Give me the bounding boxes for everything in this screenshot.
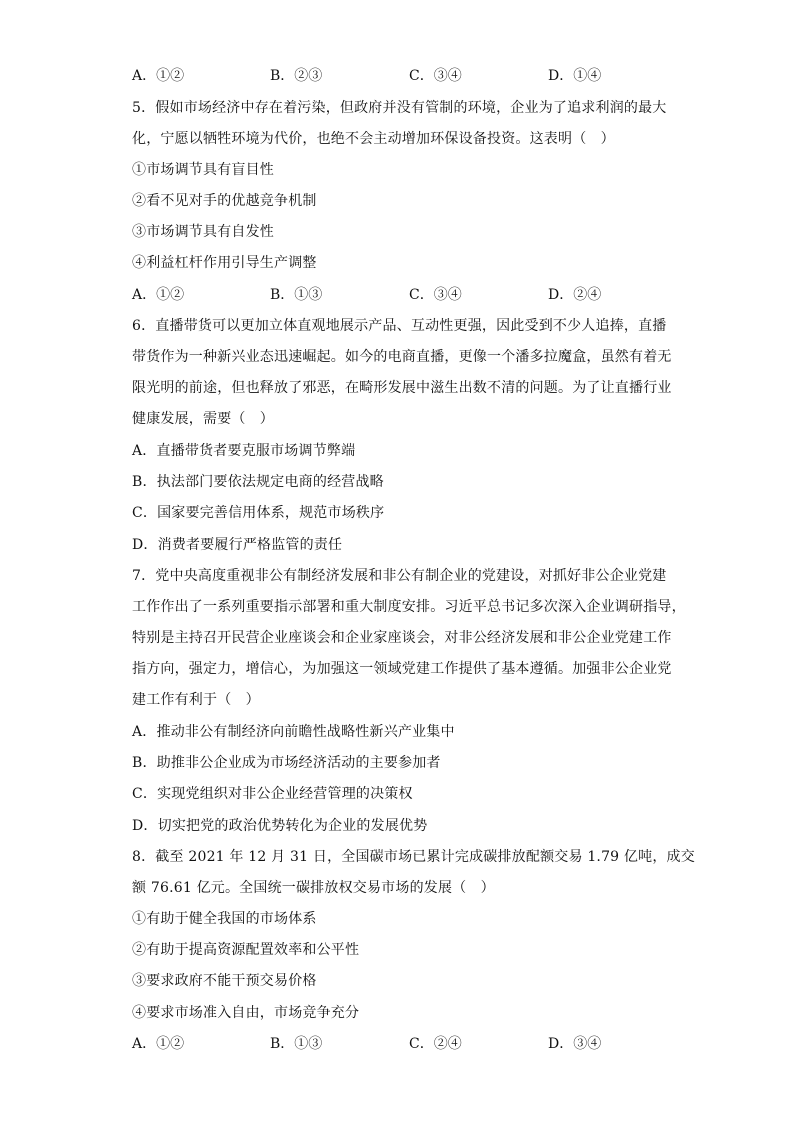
q8-option-b[interactable]: B．①③	[270, 1036, 323, 1052]
q8-item-2: ②有助于提高资源配置效率和公平性	[132, 942, 360, 958]
q8-stem-line-2: 额 76.61 亿元。全国统一碳排放权交易市场的发展（ ）	[132, 880, 495, 896]
q5-item-4: ④利益杠杆作用引导生产调整	[132, 255, 317, 271]
q5-item-1: ①市场调节具有盲目性	[132, 162, 274, 178]
q4-option-a[interactable]: A．①②	[132, 68, 185, 84]
q4-option-c[interactable]: C．③④	[409, 68, 462, 84]
q7-option-c[interactable]: C．实现党组织对非公企业经营管理的决策权	[132, 786, 413, 802]
q5-option-b[interactable]: B．①③	[270, 287, 323, 303]
q8-stem-line-1: 8．截至 2021 年 12 月 31 日，全国碳市场已累计完成碳排放配额交易 1.79 亿吨，成交	[132, 849, 695, 865]
q7-stem-line-5: 建工作有利于（ ）	[132, 692, 260, 708]
q4-options	[132, 66, 652, 86]
q4-option-b[interactable]: B．②③	[270, 68, 323, 84]
q8-option-d[interactable]: D．③④	[548, 1036, 602, 1052]
q6-option-c[interactable]: C．国家要完善信用体系，规范市场秩序	[132, 505, 385, 521]
q7-stem-line-1: 7．党中央高度重视非公有制经济发展和非公有制企业的党建设，对抓好非公企业党建	[132, 568, 667, 584]
q7-option-d[interactable]: D．切实把党的政治优势转化为企业的发展优势	[132, 818, 428, 834]
q6-option-b[interactable]: B．执法部门要依法规定电商的经营战略	[132, 474, 384, 490]
q6-stem-line-1: 6．直播带货可以更加立体直观地展示产品、互动性更强，因此受到不少人追捧，直播	[132, 318, 667, 334]
q8-item-4: ④要求市场准入自由，市场竞争充分	[132, 1005, 360, 1021]
q6-stem-line-4: 健康发展，需要（ ）	[132, 411, 274, 427]
q8-options	[132, 1034, 652, 1054]
q4-option-d[interactable]: D．①④	[548, 68, 602, 84]
q7-option-a[interactable]: A．推动非公有制经济向前瞻性战略性新兴产业集中	[132, 724, 455, 740]
q5-option-d[interactable]: D．②④	[548, 287, 602, 303]
q5-option-a[interactable]: A．①②	[132, 287, 185, 303]
q7-stem-line-3: 特别是主持召开民营企业座谈会和企业家座谈会，对非公经济发展和非公企业党建工作	[132, 630, 672, 646]
q5-item-2: ②看不见对手的优越竞争机制	[132, 193, 317, 209]
q5-options	[132, 285, 652, 305]
q5-option-c[interactable]: C．③④	[409, 287, 462, 303]
q8-item-3: ③要求政府不能干预交易价格	[132, 973, 317, 989]
q6-stem-line-3: 限光明的前途，但也释放了邪恶，在畸形发展中滋生出数不清的问题。为了让直播行业	[132, 380, 672, 396]
q7-stem-line-4: 指方向，强定力，增信心，为加强这一领域党建工作提供了基本遵循。加强非公企业党	[132, 661, 672, 677]
q6-stem-line-2: 带货作为一种新兴业态迅速崛起。如今的电商直播，更像一个潘多拉魔盒，虽然有着无	[132, 349, 672, 365]
q7-option-b[interactable]: B．助推非公企业成为市场经济活动的主要参加者	[132, 755, 441, 771]
q6-option-d[interactable]: D．消费者要履行严格监管的责任	[132, 537, 343, 553]
q8-option-a[interactable]: A．①②	[132, 1036, 185, 1052]
q5-item-3: ③市场调节具有自发性	[132, 224, 274, 240]
q8-option-c[interactable]: C．②④	[409, 1036, 462, 1052]
q5-stem-line-1: 5．假如市场经济中存在着污染，但政府并没有管制的环境，企业为了追求利润的最大	[132, 100, 667, 116]
q5-stem-line-2: 化，宁愿以牺牲环境为代价，也绝不会主动增加环保设备投资。这表明（ ）	[132, 131, 615, 147]
q8-item-1: ①有助于健全我国的市场体系	[132, 911, 317, 927]
q6-option-a[interactable]: A．直播带货者要克服市场调节弊端	[132, 443, 356, 459]
q7-stem-line-2: 工作作出了一系列重要指示部署和重大制度安排。习近平总书记多次深入企业调研指导，	[132, 599, 686, 615]
